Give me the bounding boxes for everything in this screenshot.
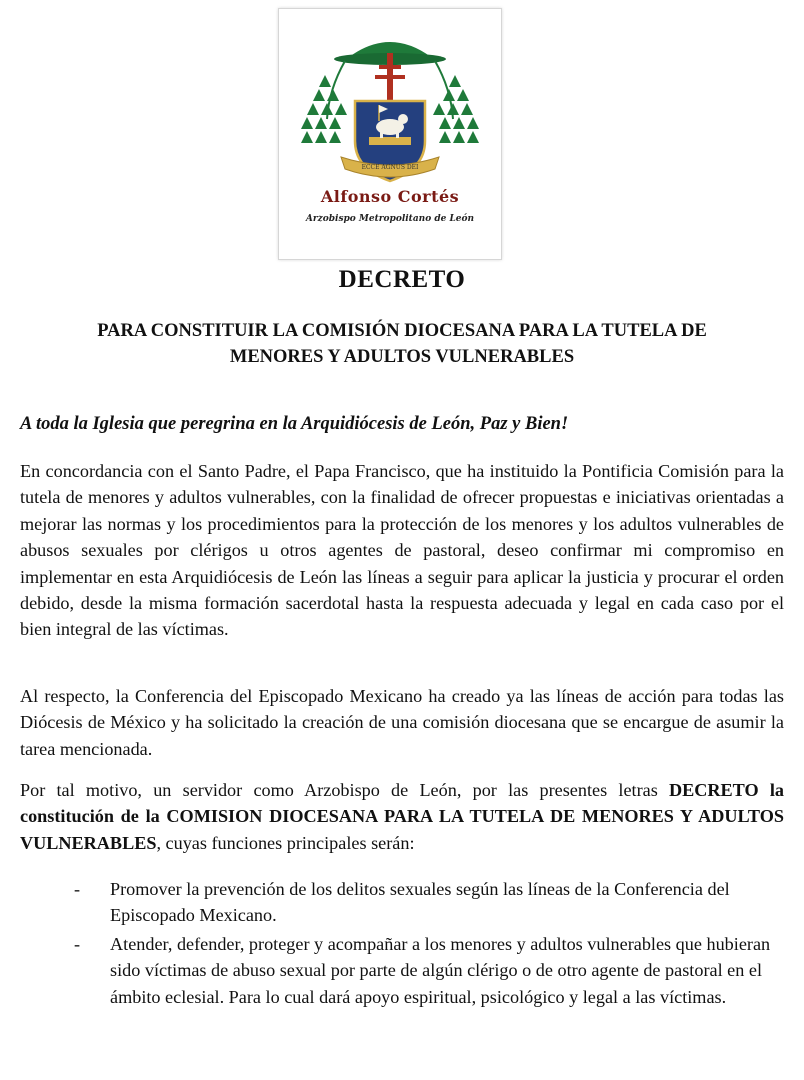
list-item: [74, 931, 784, 1010]
decree-statement: DECRETO la constitución de la COMISION DIOCESANA PARA LA TUTELA DE MENORES Y ADULTOS VULNERABLES: [20, 780, 784, 853]
svg-text:ECCE AGNUS DEI: ECCE AGNUS DEI: [361, 164, 419, 171]
paragraph-2: Al respecto, la Conferencia del Episcopado Mexicano ha creado ya las líneas de acción para todas las Diócesis de México y ha solicitado la creación de una comisión diocesana que se encargue de asumir la tarea mencionada.: [20, 686, 784, 759]
crest-title: Arzobispo Metropolitano de León: [305, 214, 475, 224]
list-item: [74, 876, 784, 929]
crest-name: Alfonso Cortés: [320, 187, 460, 206]
decree-subtitle: PARA CONSTITUIR LA COMISIÓN DIOCESANA PARA LA TUTELA DE MENORES Y ADULTOS VULNERABLES: [97, 321, 707, 367]
decree-title: DECRETO: [338, 266, 466, 293]
coat-of-arms: [278, 8, 502, 260]
paragraph-3-intro: Por tal motivo, un servidor como Arzobispo de León, por las presentes letras: [20, 780, 669, 800]
paragraph-3: [20, 777, 784, 856]
paragraph-1: En concordancia con el Santo Padre, el Papa Francisco, que ha instituido la Pontificia Comisión para la tutela de menores y adultos vulnerables, con la finalidad de ofrecer propuestas e iniciativas orientadas a mejorar las normas y los procedimientos para la protección de los menores y los adultos vulnerables de abusos sexuales por clérigos u otros agentes de pastoral, deseo confirmar mi compromiso en implementar en esta Arquidiócesis de León las líneas a seguir para aplicar la justicia y procurar el orden debido, desde la misma formación sacerdotal hasta la respuesta adecuada y legal en cada caso por el bien integral de las víctimas.: [20, 461, 784, 640]
paragraph-3-end: , cuyas funciones principales serán:: [156, 832, 415, 853]
list-item-text: Atender, defender, proteger y acompañar a los menores y adultos vulnerables que hubieran sido víctimas de abuso sexual por parte de algún clérigo o de otro agente de pastoral en el ámbito eclesial. Para lo cual dará apoyo espiritual, psicológico y legal a las víctimas.: [110, 933, 771, 1007]
bullet-marker: -: [74, 879, 81, 899]
bullet-marker: -: [74, 933, 81, 954]
list-item-text: Promover la prevención de los delitos sexuales según las líneas de la Conferencia del Episcopado Mexicano.: [110, 879, 730, 926]
functions-list: [74, 876, 784, 1012]
greeting: A toda la Iglesia que peregrina en la Arquidiócesis de León, Paz y Bien!: [20, 414, 569, 434]
